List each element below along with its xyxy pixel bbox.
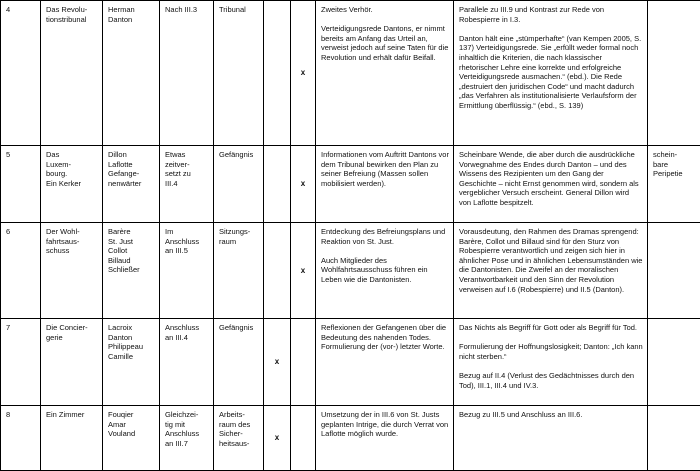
cross-mark: x bbox=[301, 68, 305, 77]
comment-cell bbox=[454, 1, 648, 146]
scene-title-line: Luxem- bbox=[46, 160, 98, 170]
persons-cell bbox=[103, 146, 160, 223]
person-name: nenwärter bbox=[108, 179, 155, 189]
scene-number: 5 bbox=[6, 150, 10, 159]
time-cell bbox=[160, 406, 214, 471]
persons-cell bbox=[103, 1, 160, 146]
comment-cell bbox=[454, 406, 648, 471]
person-name: Schließer bbox=[108, 265, 155, 275]
person-name: Barère bbox=[108, 227, 155, 237]
scene-title-line: gerie bbox=[46, 333, 98, 343]
place-line: heitsaus- bbox=[219, 439, 259, 449]
scene-number: 6 bbox=[6, 227, 10, 236]
person-name: Danton bbox=[108, 333, 155, 343]
time-line: Nach III.3 bbox=[165, 5, 209, 15]
time-line: Gleichzei- bbox=[165, 410, 209, 420]
content-paragraph: Reflexionen der Gefangenen über die Bedeutung des nahenden Todes. Formulierung der (vor-) letzter Worte. bbox=[321, 323, 449, 352]
scene-title-cell bbox=[41, 223, 103, 319]
time-line: Im bbox=[165, 227, 209, 237]
scene-number-cell bbox=[1, 146, 41, 223]
comment-paragraph: Bezug auf II.4 (Verlust des Gedächtnisses durch den Tod), III.1, III.4 und IV.3. bbox=[459, 371, 643, 390]
scene-number: 8 bbox=[6, 410, 10, 419]
table-row bbox=[1, 223, 700, 319]
extra-note-line: Peripetie bbox=[653, 169, 696, 179]
time-line: tig mit bbox=[165, 420, 209, 430]
time-cell bbox=[160, 319, 214, 406]
scene-title-line: bourg. bbox=[46, 169, 98, 179]
scene-title-cell bbox=[41, 319, 103, 406]
time-line: an III.4 bbox=[165, 333, 209, 343]
mark-cell-2 bbox=[291, 146, 316, 223]
mark-cell-2 bbox=[291, 319, 316, 406]
scene-title-cell bbox=[41, 406, 103, 471]
comment-paragraph: Bezug zu III.5 und Anschluss an III.6. bbox=[459, 410, 643, 420]
content-cell bbox=[316, 319, 454, 406]
content-paragraph: Entdeckung des Befreiungsplans und Reaktion von St. Just. bbox=[321, 227, 449, 246]
scene-title-line: fahrtsaus- bbox=[46, 237, 98, 247]
person-name: Danton bbox=[108, 15, 155, 25]
comment-paragraph: Scheinbare Wende, die aber durch die ausdrückliche Vorwegnahme des Endes durch Danton – und des Wissens des Rezipienten um den Gang der Geschichte – nicht Ernst genommen wird, sondern als vergeblicher Versuch erscheint. General Dillon wird von Laflotte bespitzelt. bbox=[459, 150, 643, 208]
extra-cell bbox=[648, 1, 700, 146]
scene-title-line: Das Revolu- bbox=[46, 5, 98, 15]
mark-cell-1 bbox=[264, 146, 291, 223]
content-paragraph: Informationen vom Auftritt Dantons vor dem Tribunal bewirken den Plan zu seiner Befreiung (Massen sollen mobilisiert werden). bbox=[321, 150, 449, 188]
scene-number-cell bbox=[1, 319, 41, 406]
time-line: Anschluss bbox=[165, 429, 209, 439]
comment-cell bbox=[454, 223, 648, 319]
time-cell bbox=[160, 146, 214, 223]
person-name: St. Just bbox=[108, 237, 155, 247]
place-cell bbox=[214, 406, 264, 471]
scene-title-line: schuss bbox=[46, 246, 98, 256]
place-line: Sicher- bbox=[219, 429, 259, 439]
comment-paragraph: Formulierung der Hoffnungslosigkeit; Danton: „Ich kann nicht sterben.“ bbox=[459, 342, 643, 361]
person-name: Vouland bbox=[108, 429, 155, 439]
place-cell bbox=[214, 223, 264, 319]
extra-cell bbox=[648, 319, 700, 406]
mark-cell-1 bbox=[264, 1, 291, 146]
mark-cell-1 bbox=[264, 223, 291, 319]
scene-title-line: Die Concier- bbox=[46, 323, 98, 333]
time-line: setzt zu bbox=[165, 169, 209, 179]
person-name: Fouqier bbox=[108, 410, 155, 420]
time-line: Etwas bbox=[165, 150, 209, 160]
mark-cell-2 bbox=[291, 1, 316, 146]
person-name: Gefange- bbox=[108, 169, 155, 179]
scene-number: 7 bbox=[6, 323, 10, 332]
cross-mark: x bbox=[301, 266, 305, 275]
comment-paragraph: Das Nichts als Begriff für Gott oder als Begriff für Tod. bbox=[459, 323, 643, 333]
person-name: Camille bbox=[108, 352, 155, 362]
time-cell bbox=[160, 223, 214, 319]
persons-cell bbox=[103, 319, 160, 406]
place-line: Sitzungs- bbox=[219, 227, 259, 237]
time-line: III.4 bbox=[165, 179, 209, 189]
content-cell bbox=[316, 406, 454, 471]
time-line: Anschluss bbox=[165, 237, 209, 247]
scene-title-line: Der Wohl- bbox=[46, 227, 98, 237]
scene-title-line: Ein Zimmer bbox=[46, 410, 98, 420]
comment-paragraph: Vorausdeutung, den Rahmen des Dramas sprengend: Barère, Collot und Billaud sind für den Sturz von Robespierre verantwortlich und zeigen sich hier in ähnlicher Pose und in ähnlichen Lebensumständen wie die Dantonisten. Die Zweifel an der moralischen Verantwortbarkeit und den Sinn der Revolution verweisen auf I.6 (Robespierre) und II.5 (Danton). bbox=[459, 227, 643, 294]
extra-note-line: schein- bbox=[653, 150, 696, 160]
mark-cell-2 bbox=[291, 223, 316, 319]
content-paragraph: Zweites Verhör. bbox=[321, 5, 449, 15]
person-name: Dillon bbox=[108, 150, 155, 160]
place-line: Gefängnis bbox=[219, 323, 259, 333]
extra-cell bbox=[648, 146, 700, 223]
scene-title-cell bbox=[41, 1, 103, 146]
person-name: Herman bbox=[108, 5, 155, 15]
person-name: Philippeau bbox=[108, 342, 155, 352]
person-name: Amar bbox=[108, 420, 155, 430]
mark-cell-1 bbox=[264, 319, 291, 406]
scene-title-line: Ein Kerker bbox=[46, 179, 98, 189]
scene-number-cell bbox=[1, 223, 41, 319]
mark-cell-1 bbox=[264, 406, 291, 471]
table-row bbox=[1, 146, 700, 223]
table-row bbox=[1, 319, 700, 406]
place-cell bbox=[214, 146, 264, 223]
time-line: an III.5 bbox=[165, 246, 209, 256]
place-line: Gefängnis bbox=[219, 150, 259, 160]
table-row bbox=[1, 1, 700, 146]
time-cell bbox=[160, 1, 214, 146]
scene-title-line: Das bbox=[46, 150, 98, 160]
extra-note-line: bare bbox=[653, 160, 696, 170]
place-line: Arbeits- bbox=[219, 410, 259, 420]
place-line: raum bbox=[219, 237, 259, 247]
content-cell bbox=[316, 146, 454, 223]
place-cell bbox=[214, 1, 264, 146]
content-cell bbox=[316, 223, 454, 319]
persons-cell bbox=[103, 223, 160, 319]
scene-number: 4 bbox=[6, 5, 10, 14]
scene-number-cell bbox=[1, 406, 41, 471]
table-row bbox=[1, 406, 700, 471]
time-line: zeitver- bbox=[165, 160, 209, 170]
comment-cell bbox=[454, 319, 648, 406]
content-paragraph: Umsetzung der in III.6 von St. Justs geplanten Intrige, die durch Verrat von Laflotte möglich wurde. bbox=[321, 410, 449, 439]
mark-cell-2 bbox=[291, 406, 316, 471]
cross-mark: x bbox=[275, 433, 279, 442]
place-cell bbox=[214, 319, 264, 406]
person-name: Laflotte bbox=[108, 160, 155, 170]
comment-paragraph: Danton hält eine „stümperhafte“ (van Kempen 2005, S. 137) Verteidigungsrede. Sie „erfüllt weder formal noch inhaltlich die Kriterien, die nach klassischer rhetorischer Lehre eine korrekte und erfolgreiche Verteidigungsrede ausmachen.“ (ebd.). Die Rede „destruiert den juridischen Code“ und macht dadurch „das Verfahren als institutionalisierte Verlaufsform der Ermittlung überflüssig.“ (ebd., S. 139) bbox=[459, 34, 643, 111]
extra-cell bbox=[648, 406, 700, 471]
cross-mark: x bbox=[275, 357, 279, 366]
extra-cell bbox=[648, 223, 700, 319]
person-name: Billaud bbox=[108, 256, 155, 266]
scene-title-cell bbox=[41, 146, 103, 223]
content-paragraph: Auch Mitglieder des Wohlfahrtsausschuss führen ein Leben wie die Dantonisten. bbox=[321, 256, 449, 285]
cross-mark: x bbox=[301, 179, 305, 188]
time-line: an III.7 bbox=[165, 439, 209, 449]
scene-title-line: tionstribunal bbox=[46, 15, 98, 25]
scene-number-cell bbox=[1, 1, 41, 146]
place-line: raum des bbox=[219, 420, 259, 430]
person-name: Lacroix bbox=[108, 323, 155, 333]
content-cell bbox=[316, 1, 454, 146]
persons-cell bbox=[103, 406, 160, 471]
comment-paragraph: Parallele zu III.9 und Kontrast zur Rede von Robespierre in I.3. bbox=[459, 5, 643, 24]
content-paragraph: Verteidigungsrede Dantons, er nimmt bereits am Anfang das Urteil an, verweist jedoch auf seine Taten für die Revolution und erhält dafür Beifall. bbox=[321, 24, 449, 62]
time-line: Anschluss bbox=[165, 323, 209, 333]
person-name: Collot bbox=[108, 246, 155, 256]
place-line: Tribunal bbox=[219, 5, 259, 15]
comment-cell bbox=[454, 146, 648, 223]
